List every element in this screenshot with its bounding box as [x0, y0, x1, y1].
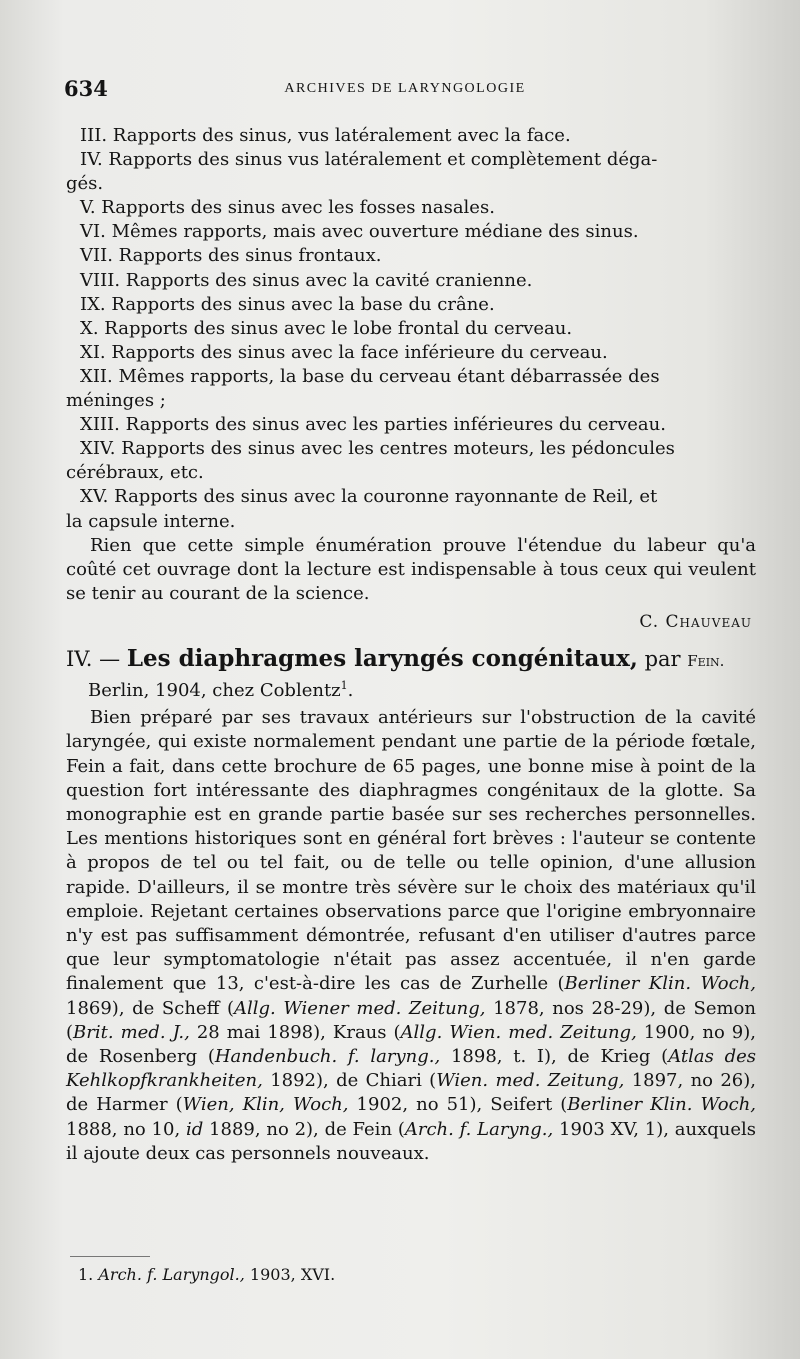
figure-list-item [66, 148, 756, 172]
page-number: 634 [64, 76, 108, 101]
footnote-reference: 1 [340, 679, 348, 693]
figure-number: XII. [80, 365, 113, 387]
figure-number: IV. [80, 149, 103, 171]
figure-number: XIII. [80, 414, 120, 436]
paragraph-text: 1897, no 26), de Harmer ( [66, 1070, 757, 1116]
paragraph-text: 1878, nos 28-29), de Semon ( [66, 997, 756, 1043]
figure-caption: méninges ; [66, 390, 166, 412]
citation-title: Brit. med. J., [73, 1021, 190, 1043]
page-header [60, 76, 750, 106]
paragraph-text: 1903 XV, 1), auxquels il ajoute deux cas personnels nouveaux. [66, 1118, 756, 1164]
figure-caption: gés. [66, 173, 104, 195]
figure-number: V. [80, 197, 96, 219]
figure-caption: la capsule interne. [66, 510, 236, 532]
figure-number: VIII. [80, 269, 121, 291]
citation-title: id [185, 1118, 204, 1140]
citation-title: Handenbuch. f. laryng., [214, 1046, 441, 1068]
footnote [78, 1264, 335, 1286]
figure-list-item [66, 389, 756, 413]
figure-list-item [66, 437, 756, 461]
review-signature [66, 609, 756, 635]
figure-list-item [66, 220, 756, 244]
paragraph-text: 1892), de Chiari ( [262, 1070, 437, 1092]
publication-line [66, 675, 756, 702]
section-title: Les diaphragmes laryngés congénitaux, [126, 645, 638, 673]
paragraph-text: Bien préparé par ses travaux antérieurs sur l'obstruction de la cavité laryngée, qui existe normalement pendant une partie de la période fœtale, Fein a fait, dans cette brochure de 65 pages, une bonne mise à point de la question fort intéressante des diaphragmes congénitaux de la glotte. Sa monographie est en grande partie basée sur ses recherches personnelles. Les mentions historiques sont en général fort brèves : l'auteur se contente à propos de tel ou tel fait, ou de telle ou telle opinion, d'une allusion rapide. D'ailleurs, il se montre très sévère sur le choix des matériaux qu'il emploie. Rejetant certaines observations parce que l'origine embryonnaire n'y est pas suffisamment démontrée, refusant d'en utiliser d'autres parce que leur symptomatologie n'était pas assez accentuée, il n'en garde finalement que 13, c'est-à-dire les cas de Zurhelle ( [66, 707, 756, 995]
footnote-details: 1903, XVI. [244, 1265, 336, 1284]
figure-list-item [66, 244, 756, 268]
figure-list [66, 124, 756, 534]
paragraph-text: 1888, no 10, [66, 1118, 186, 1140]
citation-title: Allg. Wien. med. Zeitung, [400, 1021, 637, 1043]
signature-name: C. Chauveau [639, 612, 752, 633]
figure-list-item [66, 413, 756, 437]
citation-title: Wien. med. Zeitung, [436, 1070, 625, 1092]
figure-caption: Rapports des sinus avec les centres moteurs, les pédoncules [115, 438, 675, 460]
footnote-mark: 1. [78, 1265, 94, 1284]
figure-caption: Rapports des sinus avec la couronne rayonnante de Reil, et [108, 486, 658, 508]
figure-number: IX. [80, 293, 106, 315]
figure-caption: Rapports des sinus avec la base du crâne. [105, 293, 495, 315]
figure-list-item [66, 461, 756, 485]
figure-caption: Rapports des sinus avec la face inférieure du cerveau. [105, 341, 608, 363]
publication-info: Berlin, 1904, chez Coblentz [88, 680, 341, 702]
figure-caption: Rapports des sinus avec les fosses nasales. [95, 197, 495, 219]
citation-title: Atlas des Kehlkopfkrankheiten, [66, 1046, 756, 1092]
figure-caption: cérébraux, etc. [66, 462, 204, 484]
section-number: IV. — [66, 647, 121, 672]
figure-caption: Rapports des sinus vus latéralement et complètement déga- [102, 149, 658, 171]
figure-number: XV. [80, 486, 109, 508]
footnote-journal: Arch. f. Laryngol., [98, 1265, 245, 1284]
section-by: par [644, 647, 681, 672]
figure-list-item [66, 485, 756, 509]
paragraph-text: 1889, no 2), de Fein ( [203, 1118, 405, 1140]
figure-caption: Rapports des sinus avec la cavité cranienne. [120, 269, 533, 291]
figure-number: VI. [80, 221, 106, 243]
figure-number: XI. [80, 341, 106, 363]
section-author: Fein. [687, 652, 725, 671]
citation-title: Arch. f. Laryng., [404, 1118, 554, 1140]
figure-number: X. [80, 317, 99, 339]
paragraph-text: 28 mai 1898), Kraus ( [189, 1021, 401, 1043]
figure-list-item [66, 317, 756, 341]
running-title: ARCHIVES DE LARYNGOLOGIE [284, 81, 526, 96]
figure-caption: Rapports des sinus avec les parties inférieures du cerveau. [119, 414, 666, 436]
figure-caption: Mêmes rapports, la base du cerveau étant débarrassée des [112, 365, 660, 387]
figure-list-item [66, 172, 756, 196]
citation-title: Allg. Wiener med. Zeitung, [233, 997, 486, 1019]
paragraph-text: 1898, t. I), de Krieg ( [440, 1046, 669, 1068]
figure-list-item [66, 293, 756, 317]
paragraph-text: 1869), de Scheff ( [66, 997, 234, 1019]
paragraph-text: 1900, no 9), de Rosenberg ( [66, 1021, 756, 1068]
figure-number: VII. [80, 245, 113, 267]
publication-end: . [347, 680, 354, 702]
figure-list-item [66, 196, 756, 220]
citation-title: Berliner Klin. Woch, [564, 973, 756, 995]
figure-list-item [66, 124, 756, 148]
figure-list-item [66, 510, 756, 534]
paragraph-text: 1902, no 51), Seifert ( [348, 1094, 568, 1116]
figure-number: XIV. [80, 438, 116, 460]
section-heading [66, 645, 756, 675]
figure-list-item [66, 365, 756, 389]
figure-caption: Rapports des sinus, vus latéralement avec la face. [107, 125, 571, 146]
figure-caption: Rapports des sinus avec le lobe frontal du cerveau. [98, 317, 573, 339]
figure-caption: Rapports des sinus frontaux. [112, 245, 382, 267]
citation-title: Berliner Klin. Woch, [567, 1094, 757, 1116]
figure-caption: Mêmes rapports, mais avec ouverture médiane des sinus. [105, 221, 639, 243]
figure-list-item [66, 341, 756, 365]
figure-list-item [66, 269, 756, 293]
citation-title: Wien, Klin, Woch, [182, 1094, 349, 1116]
closing-paragraph: Rien que cette simple énumération prouve l'étendue du labeur qu'a coûté cet ouvrage dont la lecture est indispensable à tous ceux qui veulent se tenir au courant de la science. [66, 534, 756, 604]
review-paragraph [66, 706, 756, 1166]
footnote-rule [70, 1256, 150, 1257]
page-body [66, 124, 756, 1166]
figure-number: III. [80, 125, 108, 146]
